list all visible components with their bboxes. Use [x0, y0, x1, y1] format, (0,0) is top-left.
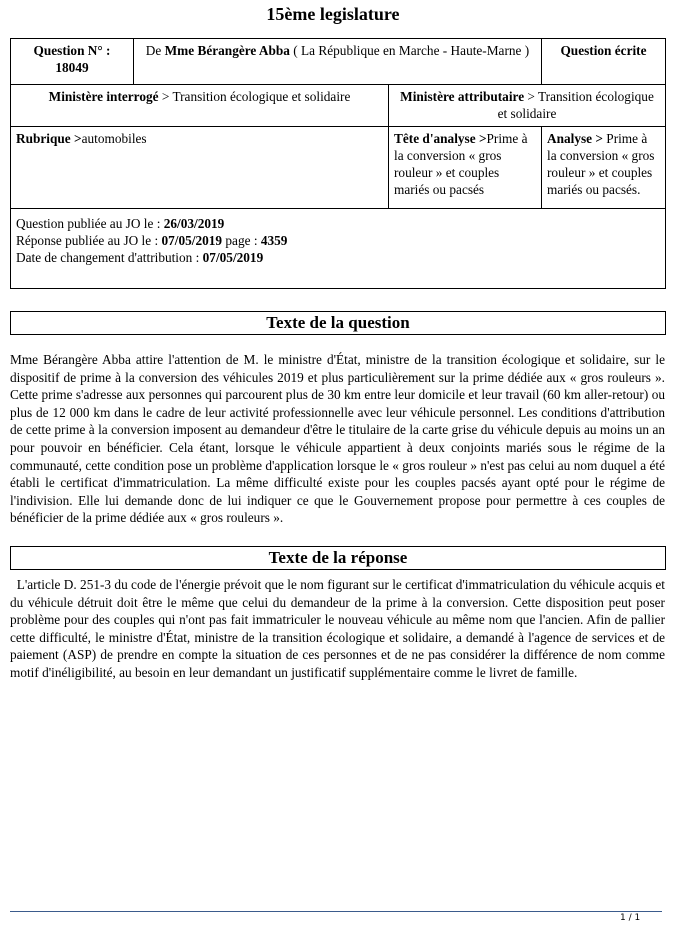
ministere-interroge-value: > Transition écologique et solidaire [158, 89, 351, 104]
rubrique-value: automobiles [81, 131, 147, 146]
tete-analyse-value: Prime à la conversion « gros rouleur » et couples mariés ou pacsés [394, 131, 528, 197]
tete-analyse-label: Tête d'analyse > [394, 131, 487, 146]
rubrique-cell [11, 127, 389, 209]
ministere-attributaire-label: Ministère attributaire [400, 89, 525, 104]
page-number: 1 / 1 [620, 913, 641, 923]
author-cell [134, 39, 542, 85]
page-value: 4359 [260, 233, 288, 248]
question-text: Mme Bérangère Abba attire l'attention de M. le ministre d'État, ministre de la transition écologique et solidaire, sur le dispositif de prime à la conversion des véhicules 2019 et plus particulièrement sur la prime dédiée aux « gros rouleurs ». Cette prime s'adresse aux personnes qui parcourent plus de 30 km entre leur domicile et leur travail (60 km aller-retour) ou plus de 12 000 km dans le cadre de leur activité professionnelle avec leur véhicule personnel. Les conditions d'attribution de cette prime à la conversion imposent au demandeur d'être le titulaire de la carte grise du véhicule depuis au moins un an pour pouvoir en bénéficier. Cela étant, lorsque le véhicule appartient à deux conjoints mariés sous le régime de la communauté, cette condition pose un problème d'application lorsque le « gros rouleur » n'est pas celui au nom duquel a été établi le certificat d'immatriculation. La même difficulté existe pour les couples pacsés ayant opté pour le régime de l'indivision. Elle lui demande donc de lui indiquer ce que le Gouvernement propose pour permettre à ces couples de bénéficier de la prime dédiée aux « gros rouleurs ». [10, 352, 665, 526]
rubrique-label: Rubrique > [16, 131, 82, 146]
analyse-cell [542, 127, 666, 209]
page-title: 15ème legislature [266, 4, 400, 24]
reponse-published-date: 07/05/2019 [161, 233, 223, 248]
reponse-section-header: Texte de la réponse [10, 546, 666, 570]
author-prefix: De [145, 43, 165, 58]
reponse-published-label: Réponse publiée au JO le : [16, 233, 162, 248]
reponse-text: L'article D. 251-3 du code de l'énergie prévoit que le nom figurant sur le certificat d'immatriculation du véhicule acquis et du véhicule détruit doit être le même que celui du demandeur de la prime à la conversion. Cette disposition peut poser problème pour des couples qui n'ont pas fait immatriculer le nouveau véhicule au même nom que l'ancien. Afin de pallier cette difficulté, le ministre d'État, ministre de la transition écologique et solidaire, a demandé à l'agence de services et de paiement (ASP) de prendre en compte la situation de ces personnes et de ne pas considérer la différence de nom comme motif d'inéligibilité, au besoin en leur demandant un justificatif supplémentaire comme le livret de famille. [10, 577, 669, 680]
question-published-date: 26/03/2019 [163, 216, 225, 231]
tete-analyse-cell [389, 127, 542, 209]
question-type-cell [542, 39, 666, 85]
author-name: Mme Bérangère Abba [164, 43, 290, 58]
footer-divider [10, 911, 662, 912]
page-label: page : [222, 233, 261, 248]
analyse-value: Prime à la conversion « gros rouleur » et couples mariés ou pacsés. [547, 131, 655, 197]
question-published-label: Question publiée au JO le : [16, 216, 164, 231]
ministere-attributaire-value: > Transition écologique et solidaire [497, 89, 654, 121]
changement-label: Date de changement d'attribution : [16, 250, 203, 265]
question-number-label: Question N° : [33, 43, 111, 58]
question-number-cell [11, 39, 134, 85]
dates-cell [11, 209, 666, 289]
question-metadata-table [10, 38, 666, 289]
author-group: ( La République en Marche - Haute-Marne ) [289, 43, 530, 58]
question-number: 18049 [55, 60, 89, 75]
ministere-attributaire-cell [389, 85, 666, 127]
ministere-interroge-label: Ministère interrogé [48, 89, 159, 104]
changement-date: 07/05/2019 [202, 250, 264, 265]
question-section-header: Texte de la question [10, 311, 666, 335]
question-type: Question écrite [560, 43, 647, 58]
ministere-interroge-cell [11, 85, 389, 127]
analyse-label: Analyse > [547, 131, 603, 146]
